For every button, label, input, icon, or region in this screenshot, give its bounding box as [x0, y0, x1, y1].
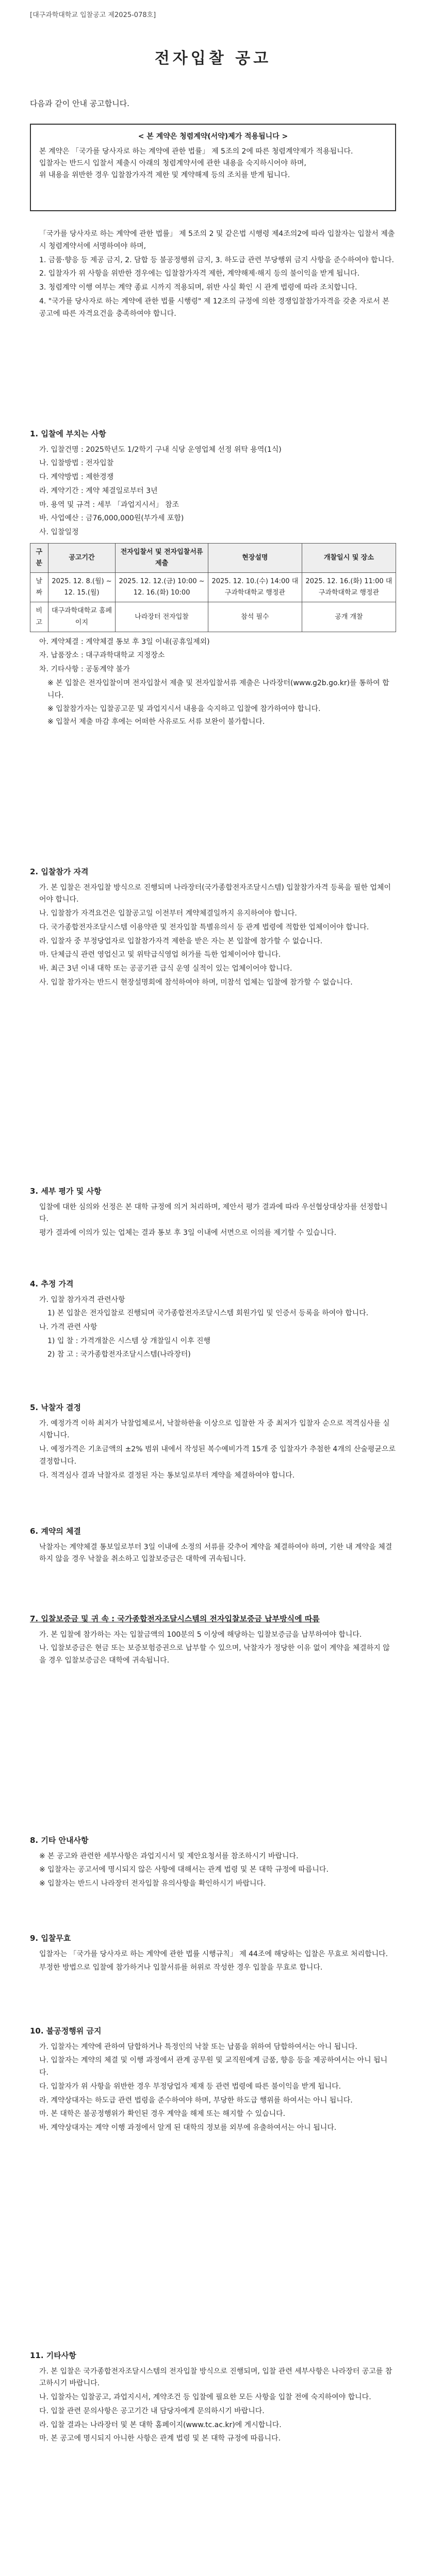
table-cell: 2025. 12. 16.(화) 11:00 대구과학대학교 행정관 [302, 573, 396, 602]
intro-line: 「국가를 당사자로 하는 계약에 관한 법률」 제 5조의 2 및 같은법 시행령 제4조의2에 따라 입찰자는 입찰서 제출 시 청렴계약서에 서명하여야 하며, [39, 230, 395, 250]
section-line: 나. 입찰자는 계약의 체결 및 이행 과정에서 관계 공무원 및 교직원에게 금품, 향응 등을 제공하여서는 아니 됩니다. [39, 2056, 388, 2077]
table-header-cell: 공고기간 [48, 544, 116, 573]
section-3 [30, 1185, 396, 1241]
section-line: 가. 본 입찰은 국가종합전자조달시스템의 전자입찰 방식으로 진행되며, 입찰 관련 세부사항은 나라장터 공고를 참고하시기 바랍니다. [39, 2367, 392, 2388]
section-7 [30, 1613, 396, 1669]
section-5 [30, 1401, 396, 1483]
section-note: ※ 본 입찰은 전자입찰이며 전자입찰서 제출 및 전자입찰서류 제출은 나라장터(www.g2b.go.kr)를 통하여 합니다. [47, 679, 389, 700]
table-cell: 2025. 12. 12.(금) 10:00 ~ 12. 16.(화) 10:00 [116, 573, 208, 602]
section-title: 11. 기타사항 [30, 2351, 76, 2360]
table-header-cell: 개찰일시 및 장소 [302, 544, 396, 573]
table-cell: 공개 개찰 [302, 602, 396, 632]
section-line: ※ 본 공고와 관련한 세부사항은 과업지시서 및 제안요청서를 참조하시기 바랍니다. [39, 1852, 299, 1860]
section-11 [30, 2349, 396, 2447]
section-line: 부정한 방법으로 입찰에 참가하거나 입찰서류를 허위로 작성한 경우 입찰을 무효로 합니다. [39, 1963, 323, 1972]
section-note: ※ 입찰서 제출 마감 후에는 어떠한 사유로도 서류 보완이 불가합니다. [47, 718, 265, 726]
section-line: 마. 단체급식 관련 영업신고 및 위탁급식영업 허가를 득한 업체이어야 합니다. [39, 951, 281, 959]
section-title: 7. 입찰보증금 및 귀 속 : 국가종합전자조달시스템의 전자입찰보증금 납부방식에 따름 [30, 1614, 320, 1623]
intro-line: 3. 청렴계약 이행 여부는 계약 종료 시까지 적용되며, 위반 사실 확인 시 관계 법령에 따라 조치합니다. [39, 283, 357, 292]
section-title: 2. 입찰참가 자격 [30, 867, 89, 876]
section-line: 다. 입찰자가 위 사항을 위반한 경우 부정당업자 제재 등 관련 법령에 따른 불이익을 받게 됩니다. [39, 2082, 341, 2091]
section-line: 가. 예정가격 이하 최저가 낙찰업체로서, 낙찰하한율 이상으로 입찰한 자 중 최저가 입찰자 순으로 적격심사를 실시합니다. [39, 1419, 390, 1440]
intro-section [30, 227, 396, 322]
section-line: 다. 입찰 관련 문의사항은 공고기간 내 담당자에게 문의하시기 바랍니다. [39, 2406, 265, 2415]
section-line: 입찰에 대한 심의와 선정은 본 대학 규정에 의거 처리하며, 제안서 평가 결과에 따라 우선협상대상자를 선정합니다. [39, 1202, 388, 1224]
integrity-notice-box [30, 124, 396, 211]
section-4 [30, 1278, 396, 1362]
lead-text: 다음과 같이 안내 공고합니다. [30, 99, 129, 108]
section-line: 자. 납품장소 : 대구과학대학교 지정장소 [39, 651, 165, 660]
table-cell: 대구과학대학교 홈페이지 [48, 602, 116, 632]
table-header-cell: 구 분 [30, 544, 48, 573]
table-cell: 날 짜 [30, 573, 48, 602]
section-title: 6. 계약의 체결 [30, 1527, 81, 1536]
section-line: 아. 계약체결 : 계약체결 통보 후 3일 이내(공휴일제외) [39, 637, 210, 646]
section-line: 다. 적격심사 결과 낙찰자로 결정된 자는 통보일로부터 계약을 체결하여야 합니다. [39, 1471, 295, 1480]
section-2 [30, 866, 396, 991]
section-line: 1) 입 찰 : 가격개찰은 시스템 상 개찰일시 이후 진행 [47, 1336, 211, 1345]
table-cell: 비 고 [30, 602, 48, 632]
table-cell: 2025. 12. 10.(수) 14:00 대구과학대학교 행정관 [208, 573, 302, 602]
section-line: 마. 본 공고에 명시되지 아니한 사항은 관계 법령 및 본 대학 규정에 따릅니다. [39, 2434, 281, 2443]
integrity-notice-line: 입찰자는 반드시 입찰서 제출시 아래의 청렴계약서에 관한 내용을 숙지하시어야 하며, [39, 159, 306, 168]
section-6 [30, 1525, 396, 1567]
intro-line: 4. "국가를 당사자로 하는 계약에 관한 법률 시행령" 제 12조의 규정에 의한 경쟁입찰참가자격을 갖춘 자로서 본 공고에 따른 자격요건을 충족하여야 합니다. [39, 297, 389, 318]
section-line: 나. 가격 관련 사항 [39, 1323, 97, 1332]
section-line: 입찰자는 「국가를 당사자로 하는 계약에 관한 법률 시행규칙」 제 44조에 해당하는 입찰은 무효로 처리합니다. [39, 1950, 388, 1958]
section-line: 가. 본 입찰은 전자입찰 방식으로 진행되며 나라장터(국가종합전자조달시스템) 입찰참가자격 등록을 필한 업체이어야 합니다. [39, 883, 391, 904]
intro-line: 2. 입찰자가 위 사항을 위반한 경우에는 입찰참가자격 제한, 계약해제·해지 등의 불이익을 받게 됩니다. [39, 269, 360, 278]
section-title: 8. 기타 안내사항 [30, 1836, 89, 1845]
section-title: 5. 낙찰자 결정 [30, 1403, 81, 1412]
page-title: 전자입찰 공고 [154, 49, 272, 67]
section-title: 10. 불공정행위 금지 [30, 2026, 102, 2036]
integrity-notice-line: 본 계약은 「국가를 당사자로 하는 계약에 관한 법률」 제 5조의 2에 따른 청렴계약제가 적용됩니다. [39, 147, 353, 156]
section-1 [30, 428, 396, 730]
section-line: 나. 입찰자는 입찰공고, 과업지시서, 계약조건 등 입찰에 필요한 모든 사항을 입찰 전에 숙지하여야 합니다. [39, 2393, 371, 2402]
section-8 [30, 1834, 396, 1892]
section-line: 평가 결과에 이의가 있는 업체는 결과 통보 후 3일 이내에 서면으로 이의를 제기할 수 있습니다. [39, 1229, 337, 1238]
section-line: 낙찰자는 계약체결 통보일로부터 3일 이내에 소정의 서류를 갖추어 계약을 체결하여야 하며, 기한 내 계약을 체결하지 않을 경우 낙찰을 취소하고 입찰보증금은 대학에 귀속됩니다. [39, 1543, 392, 1564]
section-line: 나. 예정가격은 기초금액의 ±2% 범위 내에서 작성된 복수예비가격 15개 중 입찰자가 추첨한 4개의 산술평균으로 결정합니다. [39, 1445, 396, 1466]
notice-reference: [대구과학대학교 입찰공고 제2025-078호] [30, 11, 156, 19]
section-line: 라. 입찰자 중 부정당업자로 입찰참가자격 제한을 받은 자는 본 입찰에 참가할 수 없습니다. [39, 937, 323, 945]
table-row [30, 602, 396, 632]
section-title: 1. 입찰에 부치는 사항 [30, 429, 106, 438]
section-line: 가. 본 입찰에 참가하는 자는 입찰금액의 100분의 5 이상에 해당하는 입찰보증금을 납부하여야 합니다. [39, 1630, 362, 1639]
integrity-notice-line: 위 내용을 위반한 경우 입찰참가자격 제한 및 계약해제 등의 조치를 받게 됩니다. [39, 171, 290, 180]
section-line: 마. 용역 및 규격 : 세부 「과업지시서」 참조 [39, 500, 179, 509]
section-line: 가. 입찰자는 계약에 관하여 담합하거나 특정인의 낙찰 또는 납품을 위하여 담합하여서는 아니 됩니다. [39, 2042, 357, 2051]
section-line: 다. 국가종합전자조달시스템 이용약관 및 전자입찰 특별유의서 등 관계 법령에 적합한 업체이어야 합니다. [39, 923, 369, 931]
table-cell: 2025. 12. 8.(월) ~ 12. 15.(월) [48, 573, 116, 602]
section-10 [30, 2025, 396, 2136]
schedule-table [30, 543, 396, 632]
section-line: ※ 입찰자는 공고서에 명시되지 않은 사항에 대해서는 관계 법령 및 본 대학 규정에 따릅니다. [39, 1866, 329, 1874]
table-row [30, 573, 396, 602]
section-line: 가. 입찰건명 : 2025학년도 1/2학기 구내 식당 운영업체 선정 위탁 용역(1식) [39, 445, 282, 454]
section-line: 나. 입찰방법 : 전자입찰 [39, 459, 114, 468]
section-line: 사. 입찰일정 [39, 528, 79, 537]
section-line: 가. 입찰 참가자격 관련사항 [39, 1295, 125, 1304]
section-line: 라. 입찰 결과는 나라장터 및 본 대학 홈페이지(www.tc.ac.kr)에 게시합니다. [39, 2420, 282, 2429]
table-cell: 참석 필수 [208, 602, 302, 632]
section-line: 2) 참 고 : 국가종합전자조달시스템(나라장터) [47, 1350, 191, 1359]
section-line: 나. 입찰보증금은 현금 또는 보증보험증권으로 납부할 수 있으며, 낙찰자가 정당한 이유 없이 계약을 체결하지 않을 경우 입찰보증금은 대학에 귀속됩니다. [39, 1644, 390, 1665]
section-line: 바. 사업예산 : 금76,000,000원(부가세 포함) [39, 514, 184, 523]
section-line: 바. 계약상대자는 계약 이행 과정에서 알게 된 대학의 정보를 외부에 유출하여서는 아니 됩니다. [39, 2124, 337, 2132]
section-note: ※ 입찰참가자는 입찰공고문 및 과업지시서 내용을 숙지하고 입찰에 참가하여야 합니다. [47, 704, 321, 713]
section-line: 다. 계약방법 : 제한경쟁 [39, 473, 114, 482]
table-header-cell: 전자입찰서 및 전자입찰서류제출 [116, 544, 208, 573]
section-line: 마. 본 대학은 불공정행위가 확인된 경우 계약을 해제 또는 해지할 수 있습니다. [39, 2110, 286, 2119]
section-line: 라. 계약기간 : 계약 체결일로부터 3년 [39, 486, 158, 495]
section-title: 4. 추정 가격 [30, 1279, 74, 1289]
table-header-row [30, 544, 396, 573]
section-line: 사. 입찰 참가자는 반드시 현장설명회에 참석하여야 하며, 미참석 업체는 입찰에 참가할 수 없습니다. [39, 978, 353, 987]
section-line: 바. 최근 3년 이내 대학 또는 공공기관 급식 운영 실적이 있는 업체이어야 합니다. [39, 964, 292, 973]
intro-line: 1. 금품·향응 등 제공 금지, 2. 담합 등 불공정행위 금지, 3. 하도급 관련 부당행위 금지 사항을 준수하여야 합니다. [39, 256, 395, 264]
integrity-notice-head: < 본 계약은 청렴계약(서약)제가 적용됩니다 > [138, 132, 288, 141]
section-title: 9. 입찰무효 [30, 1934, 71, 1943]
table-cell: 나라장터 전자입찰 [116, 602, 208, 632]
section-line: 차. 기타사항 : 공동계약 불가 [39, 665, 130, 674]
table-header-cell: 현장설명 [208, 544, 302, 573]
section-9 [30, 1932, 396, 1976]
section-line: 1) 본 입찰은 전자입찰로 진행되며 국가종합전자조달시스템 회원가입 및 인증서 등록을 하여야 합니다. [47, 1309, 369, 1318]
section-line: 나. 입찰참가 자격요건은 입찰공고일 이전부터 계약체결일까지 유지하여야 합니다. [39, 909, 297, 918]
section-line: ※ 입찰자는 반드시 나라장터 전자입찰 유의사항을 확인하시기 바랍니다. [39, 1879, 266, 1888]
section-title: 3. 세부 평가 및 사항 [30, 1187, 102, 1196]
section-line: 라. 계약상대자는 하도급 관련 법령을 준수하여야 하며, 부당한 하도급 행위를 하여서는 아니 됩니다. [39, 2096, 353, 2105]
